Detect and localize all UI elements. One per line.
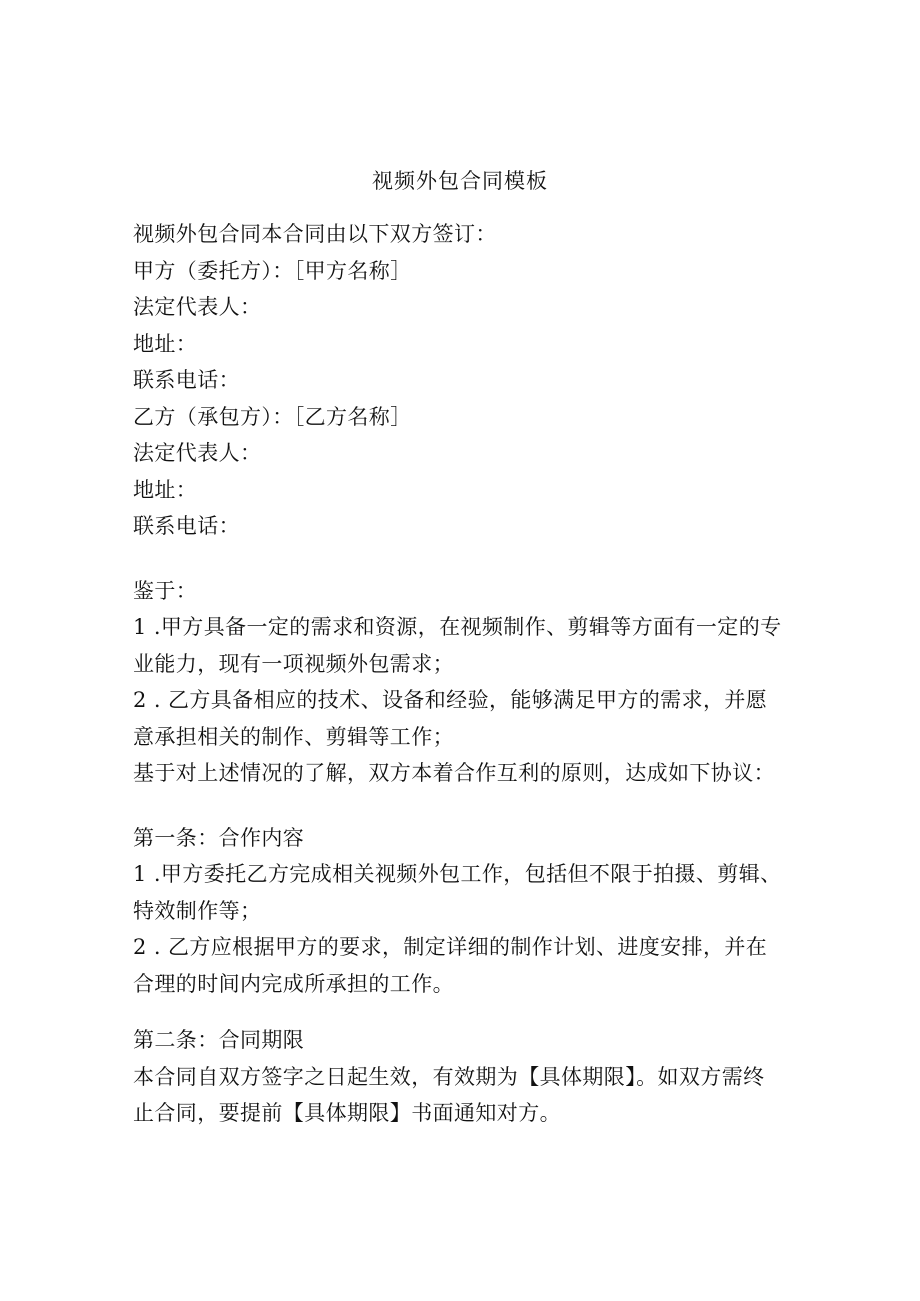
party-b-phone: 联系电话：: [133, 514, 240, 538]
whereas-heading: 鉴于：: [133, 578, 198, 603]
whereas-conclusion: 基于对上述情况的了解，双方本着合作互利的原则，达成如下协议：: [133, 761, 775, 785]
article2-heading: 第二条：合同期限: [133, 1028, 305, 1052]
party-a-phone: 联系电话：: [133, 368, 240, 392]
document-body: [133, 216, 793, 1132]
party-b-rep: 法定代表人：: [133, 441, 262, 465]
article2-line1: 本合同自双方签字之日起生效，有效期为【具体期限】。如双方需终: [133, 1064, 765, 1089]
whereas-item2-line2: 意承担相关的制作、剪辑等工作；: [133, 724, 454, 749]
spacer: [133, 792, 793, 820]
document-title: 视频外包合同模板: [372, 169, 548, 193]
spacer: [133, 545, 793, 573]
intro-line: 视频外包合同本合同由以下双方签订：: [133, 222, 497, 246]
party-a-address: 地址：: [133, 331, 198, 356]
article1-heading: 第一条：合作内容: [133, 825, 305, 850]
whereas-item1-line1: 1 .甲方具备一定的需求和资源，在视频制作、剪辑等方面有一定的专: [133, 615, 782, 639]
party-a-rep: 法定代表人：: [133, 295, 262, 319]
article1-item2-line2: 合理的时间内完成所承担的工作。: [133, 971, 454, 996]
party-b-name: 乙方（承包方）：［乙方名称］: [133, 404, 412, 429]
article1-item2-line1: 2 . 乙方应根据甲方的要求，制定详细的制作计划、进度安排，并在: [133, 935, 768, 959]
party-b-address: 地址：: [133, 477, 198, 502]
whereas-item1-line2: 业能力，现有一项视频外包需求；: [133, 651, 454, 676]
whereas-item2-line1: 2 . 乙方具备相应的技术、设备和经验，能够满足甲方的需求，并愿: [133, 688, 768, 712]
party-a-name: 甲方（委托方）：［甲方名称］: [133, 258, 412, 283]
article2-line2: 止合同，要提前【具体期限】书面通知对方。: [133, 1101, 561, 1125]
article1-item1-line1: 1 .甲方委托乙方完成相关视频外包工作，包括但不限于拍摄、剪辑、: [133, 862, 782, 886]
article1-item1-line2: 特效制作等；: [133, 898, 262, 923]
spacer: [133, 1002, 793, 1022]
